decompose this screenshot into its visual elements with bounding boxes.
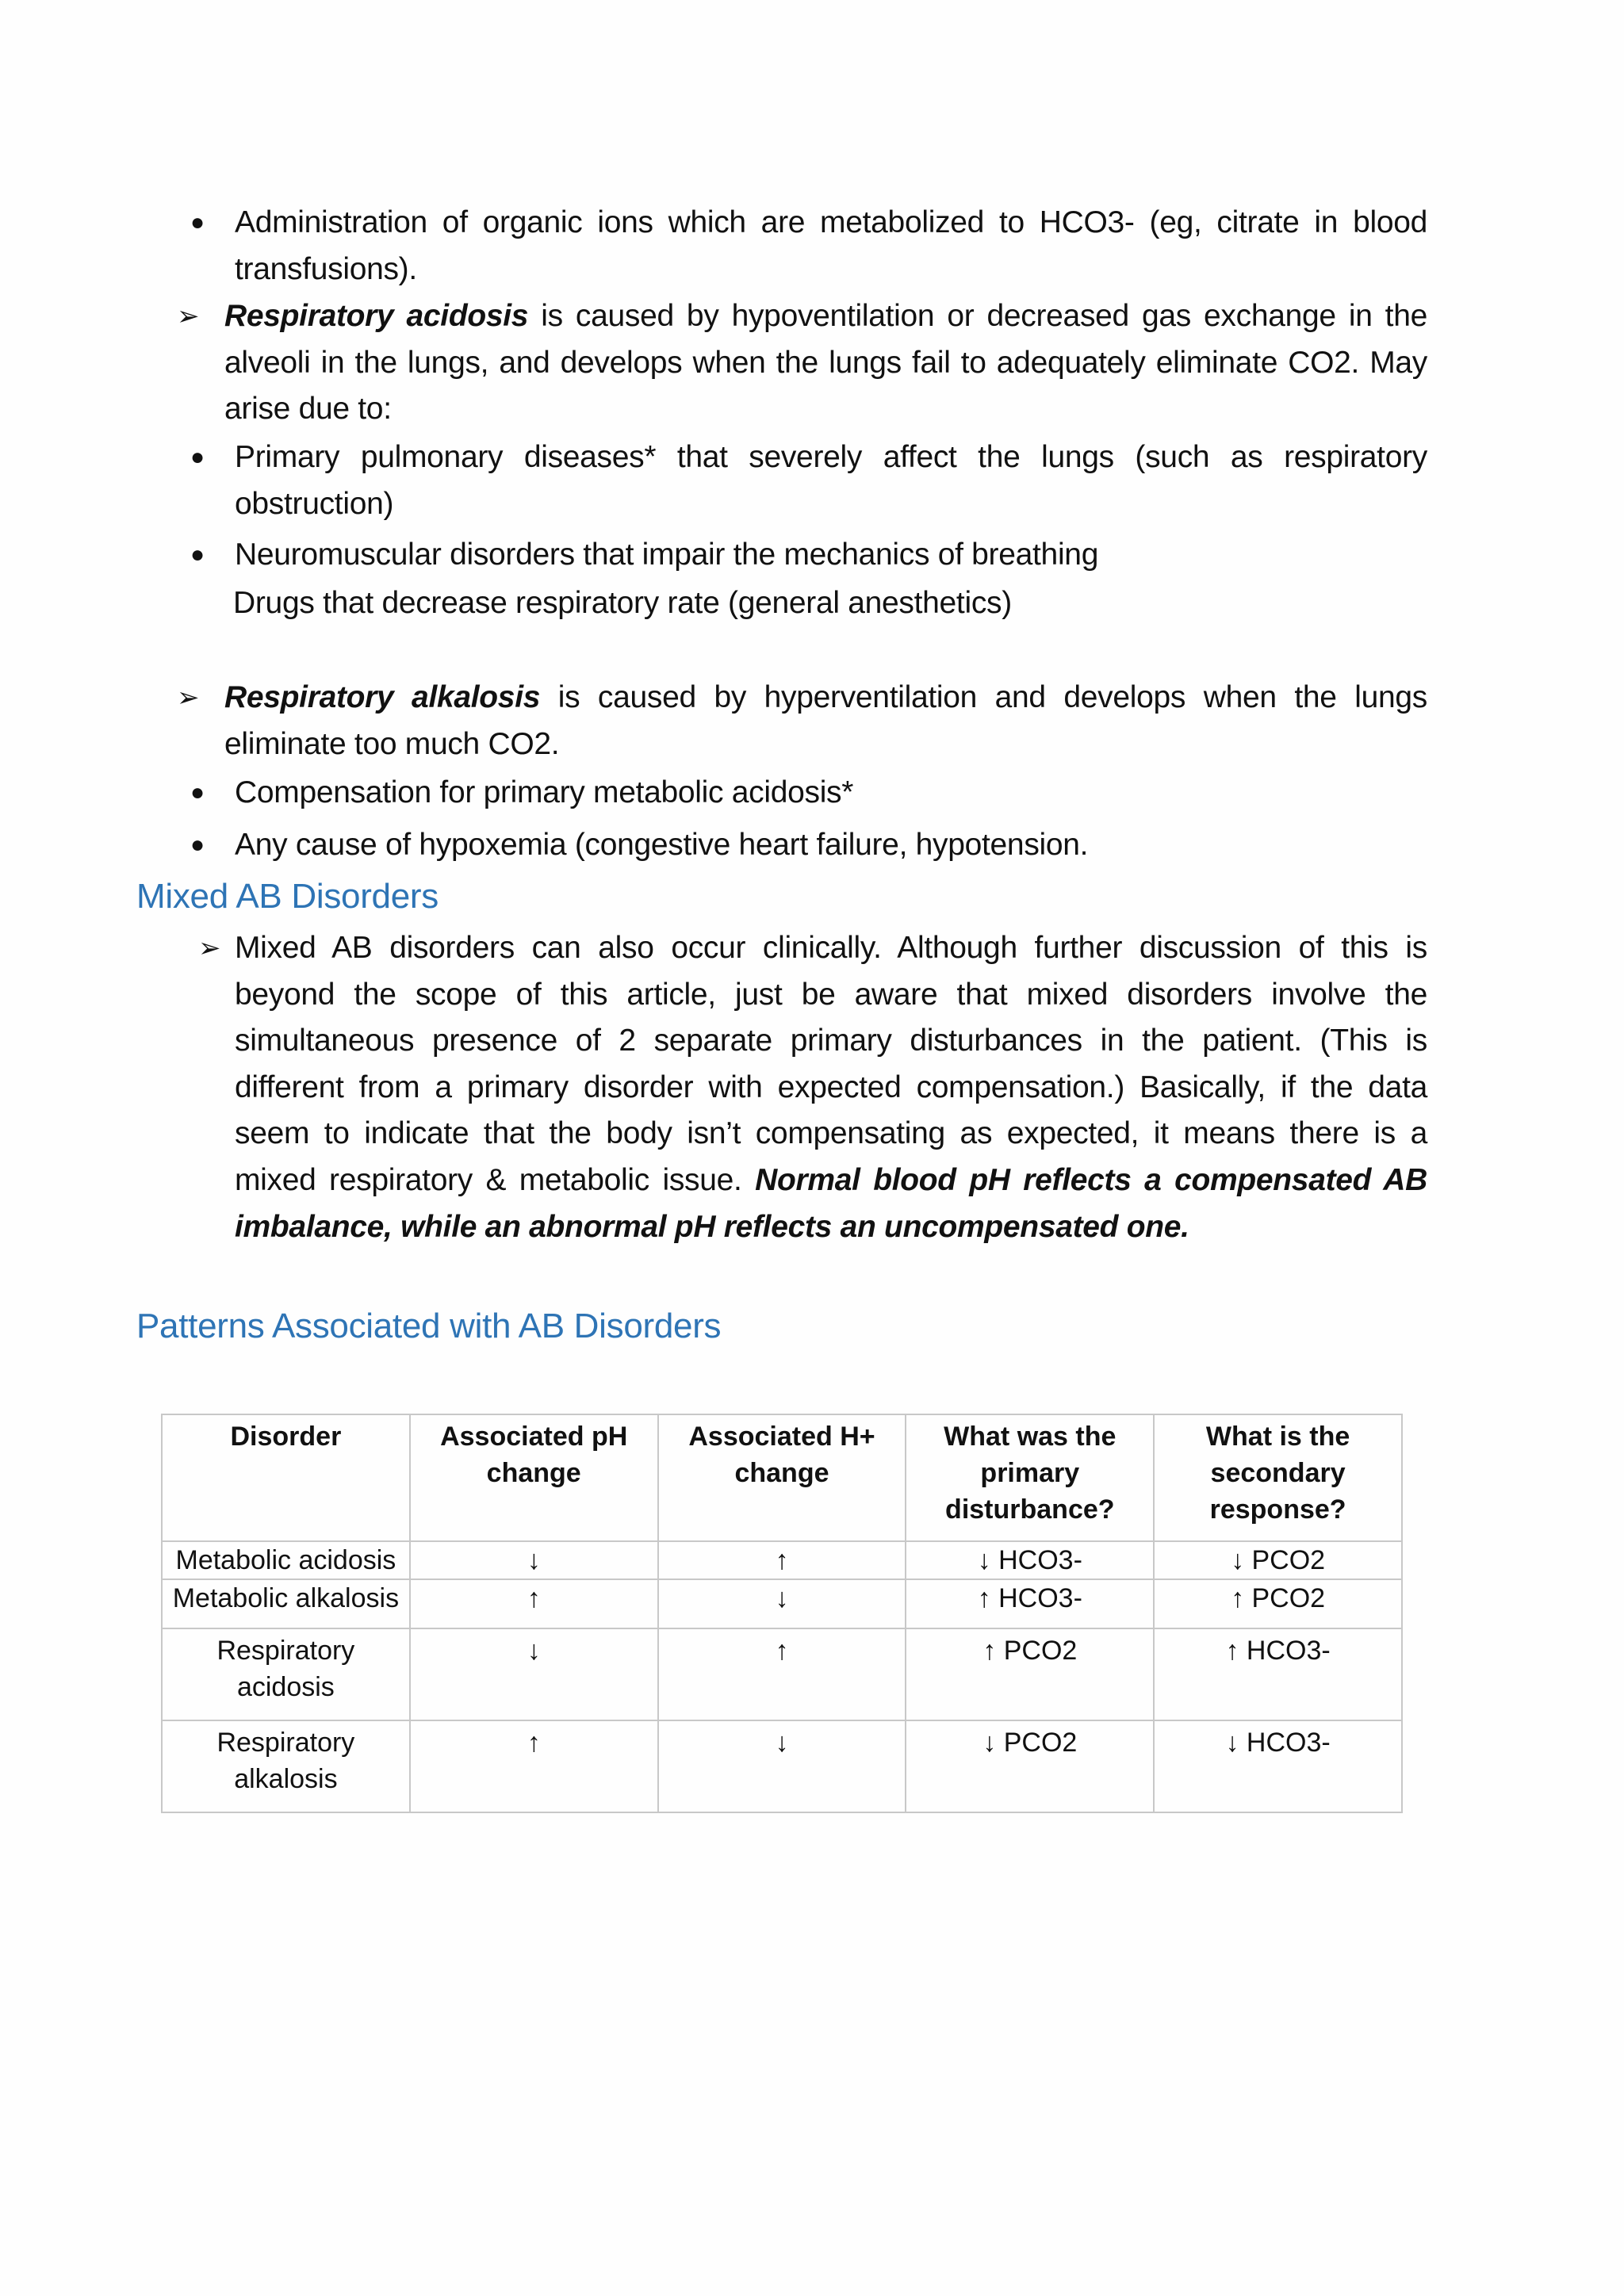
arrow-paragraph-mixed — [198, 925, 1427, 1250]
cell: ↓ — [658, 1720, 906, 1812]
header-cell: Associated pH change — [410, 1414, 658, 1541]
paragraph-text: is caused by hypoventilation or decreased gas exchange in the alveoli in the lungs, and develops when the lungs fail to adequately eliminate CO2. May arise due to: — [224, 299, 1427, 427]
cell: Metabolic alkalosis — [162, 1579, 410, 1628]
bullet-icon: ● — [190, 779, 205, 806]
cell: ↓ — [658, 1579, 906, 1628]
cell: ↑ — [410, 1720, 658, 1812]
header-cell: What is the secondary response? — [1154, 1414, 1402, 1541]
bullet-item — [190, 770, 1427, 817]
bullet-text: Compensation for primary metabolic acidosis* — [235, 775, 854, 809]
table-row — [162, 1720, 1402, 1812]
header-cell: What was the primary disturbance? — [906, 1414, 1154, 1541]
cell: ↑ — [410, 1579, 658, 1628]
bullet-item — [190, 200, 1427, 293]
table-row — [162, 1579, 1402, 1628]
cell: Respiratory acidosis — [162, 1628, 410, 1720]
cell: ↑ PCO2 — [906, 1628, 1154, 1720]
bullet-icon: ● — [190, 541, 205, 568]
arrow-bullet-icon: ➢ — [177, 301, 200, 331]
cell: ↑ HCO3- — [1154, 1628, 1402, 1720]
bullet-icon: ● — [190, 444, 205, 470]
ab-disorders-table — [161, 1414, 1403, 1813]
cell: ↑ PCO2 — [1154, 1579, 1402, 1628]
bullet-icon: ● — [190, 832, 205, 858]
bullet-text: Administration of organic ions which are metabolized to HCO3- (eg, citrate in blood transfusions). — [235, 205, 1427, 286]
heading-mixed-ab-disorders: Mixed AB Disorders — [136, 877, 439, 916]
table-header-row — [162, 1414, 1402, 1541]
emphasis-text: Normal blood pH reflects a compensated AB imbalance, while an abnormal pH reflects an uncompensated one. — [235, 1162, 1427, 1244]
cell: ↓ HCO3- — [906, 1541, 1154, 1579]
cell: ↑ — [658, 1628, 906, 1720]
bullet-item — [190, 822, 1427, 869]
arrow-bullet-icon: ➢ — [198, 933, 221, 963]
cell: ↑ — [658, 1541, 906, 1579]
paragraph-text: is caused by hyperventilation and develops when the lungs eliminate too much CO2. — [224, 680, 1428, 761]
arrow-paragraph-respiratory-alkalosis — [177, 675, 1428, 767]
bullet-text: Any cause of hypoxemia (congestive heart failure, hypotension. — [235, 828, 1089, 862]
term: Respiratory alkalosis — [224, 680, 541, 714]
cell: ↓ PCO2 — [1154, 1541, 1402, 1579]
arrow-paragraph-respiratory-acidosis — [177, 293, 1427, 433]
bullet-item — [190, 532, 1427, 579]
bullet-text: Neuromuscular disorders that impair the mechanics of breathing — [235, 538, 1099, 572]
heading-patterns: Patterns Associated with AB Disorders — [136, 1307, 722, 1345]
continuation-text: Drugs that decrease respiratory rate (general anesthetics) — [233, 586, 1012, 620]
cell: ↓ — [410, 1628, 658, 1720]
header-cell: Disorder — [162, 1414, 410, 1541]
bullet-item — [190, 434, 1427, 527]
term: Respiratory acidosis — [224, 299, 529, 333]
arrow-bullet-icon: ➢ — [177, 683, 200, 713]
cell: ↓ — [410, 1541, 658, 1579]
cell: ↑ HCO3- — [906, 1579, 1154, 1628]
cell: ↓ PCO2 — [906, 1720, 1154, 1812]
table-row — [162, 1628, 1402, 1720]
table-row — [162, 1541, 1402, 1579]
bullet-icon: ● — [190, 209, 205, 235]
header-cell: Associated H+ change — [658, 1414, 906, 1541]
cell: ↓ HCO3- — [1154, 1720, 1402, 1812]
paragraph-text: Mixed AB disorders can also occur clinically. Although further discussion of this is beyond the scope of this article, just be aware that mixed disorders involve the simultaneous presence of 2 separate primary disturbances in the patient. (This is different from a primary disorder with expected compensation.) Basically, if the data seem to indicate that the body isn’t compensating as expected, it means there is a mixed respiratory & metabolic issue. — [235, 931, 1427, 1197]
bullet-text: Primary pulmonary diseases* that severely affect the lungs (such as respiratory obstruction) — [235, 440, 1427, 521]
cell: Respiratory alkalosis — [162, 1720, 410, 1812]
cell: Metabolic acidosis — [162, 1541, 410, 1579]
